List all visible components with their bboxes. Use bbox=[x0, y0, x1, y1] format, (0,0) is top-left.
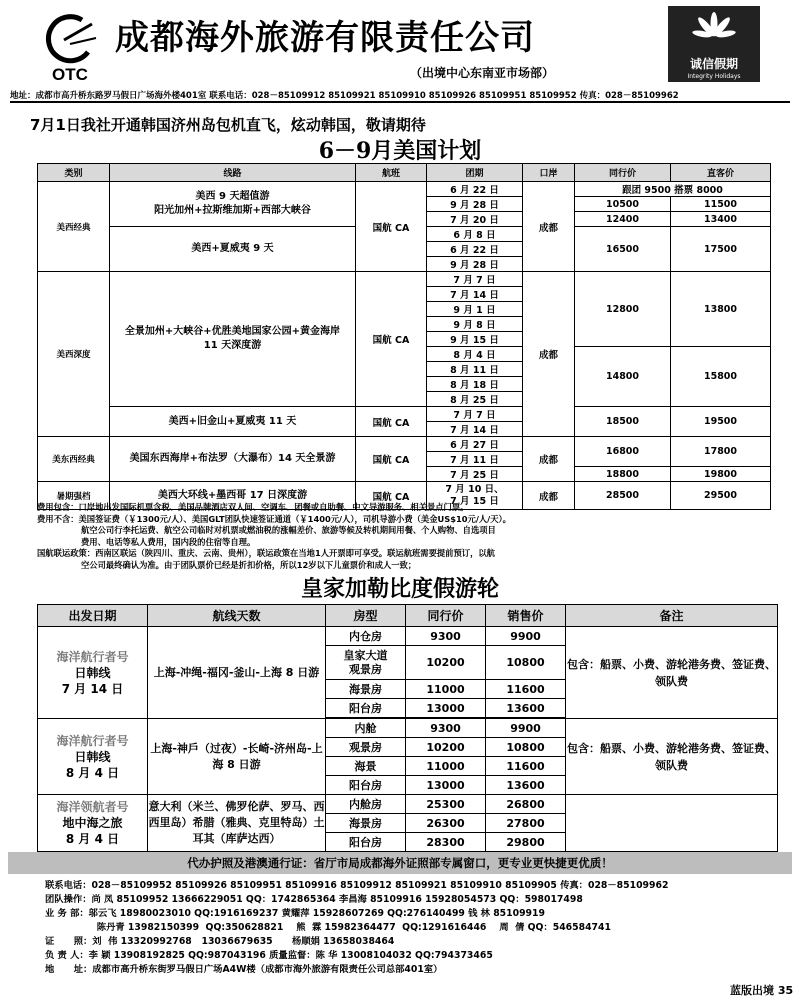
note-line: 费用包含：口岸地出发国际机票含税、美国品牌酒店双人间、空调车、团餐或自助餐、中文导游服务、相关景点门票。 bbox=[37, 502, 469, 512]
table-row bbox=[38, 795, 778, 814]
line-name: 日韩线 bbox=[74, 665, 111, 680]
room-cell: 阳台房 bbox=[326, 776, 406, 795]
port-cell: 成都 bbox=[523, 482, 575, 510]
contact-line: 团队操作：尚 凤 85109952 13666229051 QQ：1742865364 李昌海 85109916 15928054573 QQ：598017498 bbox=[45, 894, 583, 905]
table-row bbox=[38, 437, 771, 452]
peer-price-cell: 18800 bbox=[575, 467, 671, 482]
date-cell: 6 月 8 日 bbox=[427, 227, 523, 242]
room-cell: 海景 bbox=[326, 757, 406, 776]
retail-price-cell: 11500 bbox=[671, 197, 771, 212]
port-cell: 成都 bbox=[523, 437, 575, 482]
retail-price-cell: 29500 bbox=[671, 482, 771, 510]
date-cell: 8 月 11 日 bbox=[427, 362, 523, 377]
flight-cell: 国航 CA bbox=[356, 272, 427, 407]
category-cell: 暑期强档 bbox=[38, 482, 110, 510]
note-line: 国航联运政策：西南区联运（陕四川、重庆、云南、贵州），联运政策在当地1人开票即可享受。联运航班需要提前预订，以航 bbox=[37, 548, 495, 558]
room-cell: 内舱 bbox=[326, 719, 406, 738]
usa-plan-table bbox=[37, 163, 771, 510]
flight-cell: 国航 CA bbox=[356, 407, 427, 437]
peer-price-cell: 11000 bbox=[406, 757, 486, 776]
date-cell: 7 月 14 日 bbox=[427, 422, 523, 437]
date-cell: 7 月 20 日 bbox=[427, 212, 523, 227]
peer-price-cell: 28500 bbox=[575, 482, 671, 510]
date-cell: 7 月 25 日 bbox=[427, 467, 523, 482]
page-footer: 蓝版出境 35 bbox=[730, 984, 794, 997]
company-name: 成都海外旅游有限责任公司 bbox=[115, 18, 535, 58]
sale-price-cell: 9900 bbox=[486, 719, 566, 738]
header-depart: 出发日期 bbox=[38, 605, 148, 627]
depart-date: 7 月 14 日 bbox=[61, 681, 124, 696]
remark-cell: 包含：船票、小费、游轮港务费、签证费、领队费 bbox=[566, 719, 778, 795]
table-row bbox=[38, 407, 771, 422]
sale-price-cell: 13600 bbox=[486, 776, 566, 795]
route-cell: 美国东西海岸+布法罗（大瀑布）14 天全景游 bbox=[110, 437, 356, 482]
date-cell: 6 月 22 日 bbox=[427, 242, 523, 257]
note-line: 空公司最终确认为准。由于团队票价已经是折扣价格，所以12岁以下儿童票价和成人一致； bbox=[81, 559, 417, 570]
route-cell: 美西+夏威夷 9 天 bbox=[110, 227, 356, 272]
room-cell: 内舱房 bbox=[326, 795, 406, 814]
special-price-cell: 跟团 9500 搭票 8000 bbox=[575, 182, 771, 197]
peer-price-cell: 11000 bbox=[406, 680, 486, 699]
peer-price-cell: 10200 bbox=[406, 646, 486, 680]
retail-price-cell: 17800 bbox=[671, 437, 771, 467]
date-cell: 9 月 28 日 bbox=[427, 257, 523, 272]
note-line: 航空公司行李托运费、航空公司临时对机票或燃油税的涨幅差价、旅游等候及转机期间用餐、个人购物、自选项目 bbox=[81, 525, 496, 535]
depart-date: 8 月 4 日 bbox=[65, 765, 120, 780]
date-cell: 9 月 28 日 bbox=[427, 197, 523, 212]
sale-price-cell: 13600 bbox=[486, 699, 566, 718]
headline: 7月1日我社开通韩国济州岛包机直飞，炫动韩国，敬请期待 bbox=[30, 116, 426, 134]
room-cell: 观景房 bbox=[326, 738, 406, 757]
contact-line: 地 址：成都市高升桥东街罗马假日广场A4W楼（成都市海外旅游有限责任公司总部401室） bbox=[45, 964, 443, 975]
header-category: 类别 bbox=[38, 164, 110, 182]
route-cell: 美西大环线+墨西哥 17 日深度游 bbox=[110, 482, 356, 510]
retail-price-cell: 15800 bbox=[671, 347, 771, 407]
room-cell: 海景房 bbox=[326, 680, 406, 699]
peer-price-cell: 12400 bbox=[575, 212, 671, 227]
peer-price-cell: 28300 bbox=[406, 833, 486, 852]
date-cell: 7 月 10 日、 7 月 15 日 bbox=[427, 482, 523, 510]
sale-price-cell: 27800 bbox=[486, 814, 566, 833]
route-cell: 上海-冲绳-福冈-釜山-上海 8 日游 bbox=[148, 627, 326, 719]
contact-line: 证 照：刘 伟 13320992768 13036679635 杨顺娟 13658038464 bbox=[45, 936, 395, 947]
category-cell: 美西深度 bbox=[38, 272, 110, 437]
note-line: 费用、电话等私人费用，国内段的住宿等自理。 bbox=[81, 536, 256, 547]
sale-price-cell: 11600 bbox=[486, 757, 566, 776]
date-cell: 8 月 25 日 bbox=[427, 392, 523, 407]
peer-price-cell: 18500 bbox=[575, 407, 671, 437]
ship-name: 海洋航行者号 bbox=[56, 649, 129, 664]
date-cell: 7 月 7 日 bbox=[427, 407, 523, 422]
header bbox=[0, 0, 800, 88]
room-cell: 阳台房 bbox=[326, 833, 406, 852]
header-route: 线路 bbox=[110, 164, 356, 182]
note-line: 费用不含：美国签证费（￥1300元/人）、美国GLT团队快速签证通道（￥1400元/人），司机导游小费（美金US$10元/人/天）。 bbox=[37, 513, 511, 524]
sale-price-cell: 11600 bbox=[486, 680, 566, 699]
depart-date: 8 月 4 日 bbox=[65, 832, 120, 846]
date-cell: 6 月 27 日 bbox=[427, 437, 523, 452]
retail-price-cell: 19800 bbox=[671, 467, 771, 482]
depart-cell bbox=[38, 719, 148, 795]
peer-price-cell: 13000 bbox=[406, 699, 486, 718]
visa-service-bar: 代办护照及港澳通行证：省厅市局成都海外证照部专属窗口，更专业更快捷更优质！ bbox=[8, 852, 792, 874]
date-cell: 7 月 7 日 bbox=[427, 272, 523, 287]
contact-line: 联系电话：028－85109952 85109926 85109951 85109916 85109912 85109921 85109910 85109905 传真：028－85109962 bbox=[45, 880, 669, 891]
header-route: 航线天数 bbox=[148, 605, 326, 627]
room-cell: 海景房 bbox=[326, 814, 406, 833]
contact-line: 负 责 人：李 颖 13908192825 QQ:987043196 质量监督：陈 华 13008104032 QQ:794373465 bbox=[45, 950, 493, 961]
route-cell: 全景加州+大峡谷+优胜美地国家公园+黄金海岸 11 天深度游 bbox=[110, 272, 356, 407]
retail-price-cell: 13800 bbox=[671, 272, 771, 347]
peer-price-cell: 10500 bbox=[575, 197, 671, 212]
department: （出境中心东南亚市场部） bbox=[410, 66, 555, 80]
retail-price-cell: 13400 bbox=[671, 212, 771, 227]
sale-price-cell: 10800 bbox=[486, 646, 566, 680]
contact-line: 业 务 部：邬云飞 18980023010 QQ:1916169237 黄耀萍 15928607269 QQ:276140499 钱 林 85109919 bbox=[45, 908, 545, 919]
peer-price-cell: 10200 bbox=[406, 738, 486, 757]
table-row bbox=[38, 627, 778, 646]
peer-price-cell: 16500 bbox=[575, 227, 671, 272]
header-retail-price: 直客价 bbox=[671, 164, 771, 182]
retail-price-cell: 19500 bbox=[671, 407, 771, 437]
header-flight: 航班 bbox=[356, 164, 427, 182]
cruise-title: 皇家加勒比度假游轮 bbox=[300, 576, 499, 602]
header-peer-price: 同行价 bbox=[406, 605, 486, 627]
remark-cell: 包含：船票、小费、游轮港务费、签证费、领队费 bbox=[566, 627, 778, 719]
peer-price-cell: 9300 bbox=[406, 719, 486, 738]
address-bar: 地址：成都市高升桥东路罗马假日广场海外楼401室 联系电话：028－85109912 85109921 85109910 85109926 85109951 85109952 传真：028－85109962 bbox=[10, 89, 790, 103]
route-cell: 美西 9 天超值游 阳光加州+拉斯维加斯+西部大峡谷 bbox=[110, 182, 356, 227]
port-cell: 成都 bbox=[523, 272, 575, 437]
peer-price-cell: 14800 bbox=[575, 347, 671, 407]
line-name: 日韩线 bbox=[74, 749, 111, 764]
header-peer-price: 同行价 bbox=[575, 164, 671, 182]
room-cell: 皇家大道 观景房 bbox=[326, 646, 406, 680]
peer-price-cell: 13000 bbox=[406, 776, 486, 795]
date-cell: 7 月 11 日 bbox=[427, 452, 523, 467]
header-dates: 团期 bbox=[427, 164, 523, 182]
otc-label: OTC bbox=[52, 65, 88, 84]
table-row bbox=[38, 272, 771, 287]
header-room: 房型 bbox=[326, 605, 406, 627]
port-cell: 成都 bbox=[523, 182, 575, 272]
date-cell: 8 月 18 日 bbox=[427, 377, 523, 392]
peer-price-cell: 12800 bbox=[575, 272, 671, 347]
date-cell: 8 月 4 日 bbox=[427, 347, 523, 362]
remark-cell bbox=[566, 795, 778, 852]
sale-price-cell: 29800 bbox=[486, 833, 566, 852]
date-cell: 7 月 14 日 bbox=[427, 287, 523, 302]
ship-name: 海洋领航者号 bbox=[56, 800, 129, 814]
header-port: 口岸 bbox=[523, 164, 575, 182]
otc-logo bbox=[30, 6, 110, 84]
flower-icon bbox=[668, 6, 760, 82]
integrity-holidays-logo bbox=[668, 6, 760, 82]
sale-price-cell: 26800 bbox=[486, 795, 566, 814]
cruise-table bbox=[37, 604, 778, 852]
flight-cell: 国航 CA bbox=[356, 182, 427, 272]
route-cell: 上海-神戶（过夜）-长崎-济州岛-上海 8 日游 bbox=[148, 719, 326, 795]
table-row bbox=[38, 719, 778, 738]
logo-subtext: Integrity Holidays bbox=[687, 73, 741, 80]
date-cell: 9 月 1 日 bbox=[427, 302, 523, 317]
usa-title: 6－9月美国计划 bbox=[318, 138, 482, 164]
table-header-row bbox=[38, 605, 778, 627]
header-sale-price: 销售价 bbox=[486, 605, 566, 627]
depart-cell bbox=[38, 627, 148, 719]
peer-price-cell: 16800 bbox=[575, 437, 671, 467]
date-cell: 9 月 15 日 bbox=[427, 332, 523, 347]
header-remark: 备注 bbox=[566, 605, 778, 627]
peer-price-cell: 26300 bbox=[406, 814, 486, 833]
category-cell: 美西经典 bbox=[38, 182, 110, 272]
peer-price-cell: 9300 bbox=[406, 627, 486, 646]
retail-price-cell: 17500 bbox=[671, 227, 771, 272]
room-cell: 阳台房 bbox=[326, 699, 406, 718]
route-cell: 美西+旧金山+夏威夷 11 天 bbox=[110, 407, 356, 437]
peer-price-cell: 25300 bbox=[406, 795, 486, 814]
ship-name: 海洋航行者号 bbox=[56, 733, 129, 748]
usa-notes bbox=[37, 502, 777, 571]
route-cell: 意大利（米兰、佛罗伦萨、罗马、西西里岛）希腊（雅典、克里特岛）土耳其（库萨达西） bbox=[148, 795, 326, 852]
depart-cell bbox=[38, 795, 148, 852]
logo-text: 诚信假期 bbox=[689, 57, 739, 71]
otc-swirl-icon bbox=[30, 6, 110, 84]
contact-line: 陈丹青 13982150399 QQ:350628821 熊 霖 15982364477 QQ:1291616446 周 倩 QQ：546584741 bbox=[45, 922, 611, 933]
table-row bbox=[38, 182, 771, 197]
category-cell: 美东西经典 bbox=[38, 437, 110, 482]
date-cell: 6 月 22 日 bbox=[427, 182, 523, 197]
flight-cell: 国航 CA bbox=[356, 482, 427, 510]
table-header-row bbox=[38, 164, 771, 182]
flight-cell: 国航 CA bbox=[356, 437, 427, 482]
date-cell: 9 月 8 日 bbox=[427, 317, 523, 332]
contacts-block bbox=[45, 879, 785, 977]
sale-price-cell: 10800 bbox=[486, 738, 566, 757]
room-cell: 内仓房 bbox=[326, 627, 406, 646]
sale-price-cell: 9900 bbox=[486, 627, 566, 646]
line-name: 地中海之旅 bbox=[62, 816, 123, 830]
